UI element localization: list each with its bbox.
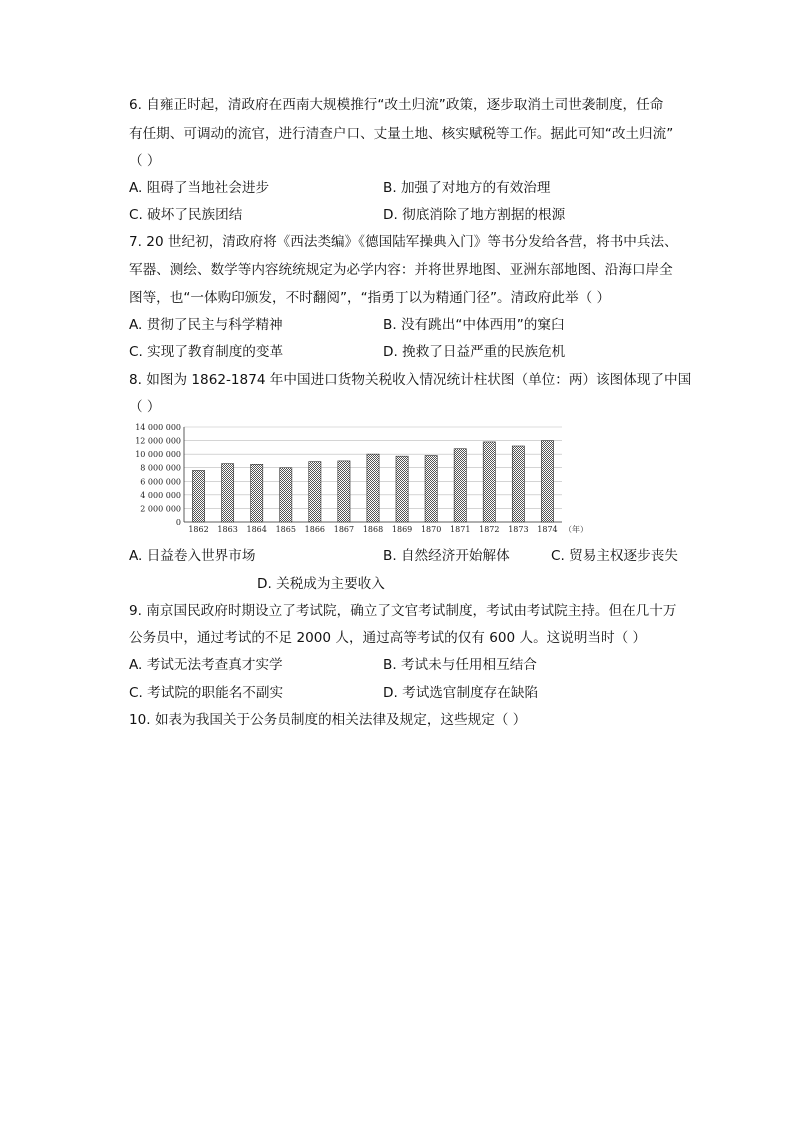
q7-option-a: A. 贯彻了民主与科学精神 <box>129 317 283 333</box>
q6-option-d: D. 彻底消除了地方割据的根源 <box>383 207 566 223</box>
q6-line-1: 6. 自雍正时起，清政府在西南大规模推行“改土归流”政策，逐步取消土司世袭制度，任命 <box>129 97 664 113</box>
x-tick-label: 1864 <box>246 525 267 534</box>
bar-1872 <box>483 442 495 522</box>
q7-line-1: 7. 20 世纪初，清政府将《西法类编》《德国陆军操典入门》等书分发给各营，将书中兵法、 <box>129 234 678 250</box>
y-tick-label: 4 000 000 <box>140 490 181 500</box>
bar-1862 <box>192 470 204 522</box>
y-tick-label: 2 000 000 <box>140 504 181 514</box>
bar-1869 <box>396 456 408 522</box>
q8-option-d: D. 关税成为主要收入 <box>257 576 385 592</box>
y-tick-label: 8 000 000 <box>140 463 181 473</box>
q6-line-2: 有任期、可调动的流官，进行清查户口、丈量土地、核实赋税等工作。据此可知“改土归流” <box>129 126 674 142</box>
q9-line-2: 公务员中，通过考试的不足 2000 人，通过高等考试的仅有 600 人。这说明当时（ ） <box>129 630 647 646</box>
q6-option-a: A. 阻碍了当地社会进步 <box>129 180 270 196</box>
y-tick-label: 14 000 000 <box>135 423 181 432</box>
bar-1874 <box>541 441 553 522</box>
bar-1873 <box>512 446 524 522</box>
x-tick-label: 1874 <box>537 525 558 534</box>
x-tick-label: 1863 <box>217 525 238 534</box>
q7-option-c: C. 实现了教育制度的变革 <box>129 344 284 360</box>
q9-option-a: A. 考试无法考查真才实学 <box>129 657 283 673</box>
bar-1871 <box>454 449 466 522</box>
bar-1864 <box>251 464 263 522</box>
bar-1866 <box>309 462 321 522</box>
bar-1868 <box>367 454 379 522</box>
q7-option-d: D. 挽救了日益严重的民族危机 <box>383 344 566 360</box>
tariff-bar-chart <box>122 420 592 542</box>
q9-option-b: B. 考试未与任用相互结合 <box>383 657 537 673</box>
bar-1867 <box>338 461 350 522</box>
q8-option-b: B. 自然经济开始解体 <box>383 548 510 564</box>
q6-option-c: C. 破坏了民族团结 <box>129 207 243 223</box>
q8-line-1: 8. 如图为 1862-1874 年中国进口货物关税收入情况统计柱状图（单位：两）该图体现了中国 <box>129 372 692 388</box>
q9-option-c: C. 考试院的职能名不副实 <box>129 685 284 701</box>
x-tick-label: 1870 <box>420 525 442 534</box>
x-tick-label: 1867 <box>333 525 355 534</box>
q8-line-2: （ ） <box>129 399 161 415</box>
bar-1865 <box>280 468 292 522</box>
y-tick-label: 6 000 000 <box>140 477 181 487</box>
x-axis-unit: （年） <box>564 525 588 534</box>
x-tick-label: 1866 <box>304 525 326 534</box>
q10-line-1: 10. 如表为我国关于公务员制度的相关法律及规定，这些规定（ ） <box>129 712 527 728</box>
x-tick-label: 1871 <box>450 525 471 534</box>
q6-line-3: （ ） <box>129 153 161 169</box>
x-tick-label: 1869 <box>391 525 413 534</box>
q6-option-b: B. 加强了对地方的有效治理 <box>383 180 551 196</box>
q8-option-c: C. 贸易主权逐步丧失 <box>551 548 678 564</box>
y-tick-label: 0 <box>175 518 181 527</box>
x-tick-label: 1862 <box>188 525 209 534</box>
q9-line-1: 9. 南京国民政府时期设立了考试院，确立了文官考试制度，考试由考试院主持。但在几十万 <box>129 603 677 619</box>
bar-1863 <box>222 464 234 522</box>
q8-option-a: A. 日益卷入世界市场 <box>129 548 256 564</box>
x-tick-label: 1873 <box>508 525 529 534</box>
q9-option-d: D. 考试选官制度存在缺陷 <box>383 685 539 701</box>
q7-option-b: B. 没有跳出“中体西用”的窠臼 <box>383 317 565 333</box>
q7-line-2: 军器、测绘、数学等内容统统规定为必学内容：并将世界地图、亚洲东部地图、沿海口岸全 <box>129 262 673 278</box>
q7-line-3: 图等，也“一体购印颁发，不时翻阅”，“指勇丁以为精通门径”。清政府此举（ ） <box>129 290 611 306</box>
x-tick-label: 1872 <box>479 525 500 534</box>
y-tick-label: 12 000 000 <box>135 436 181 446</box>
x-tick-label: 1865 <box>275 525 296 534</box>
x-tick-label: 1868 <box>362 525 384 534</box>
y-tick-label: 10 000 000 <box>135 450 181 460</box>
bar-1870 <box>425 456 437 523</box>
